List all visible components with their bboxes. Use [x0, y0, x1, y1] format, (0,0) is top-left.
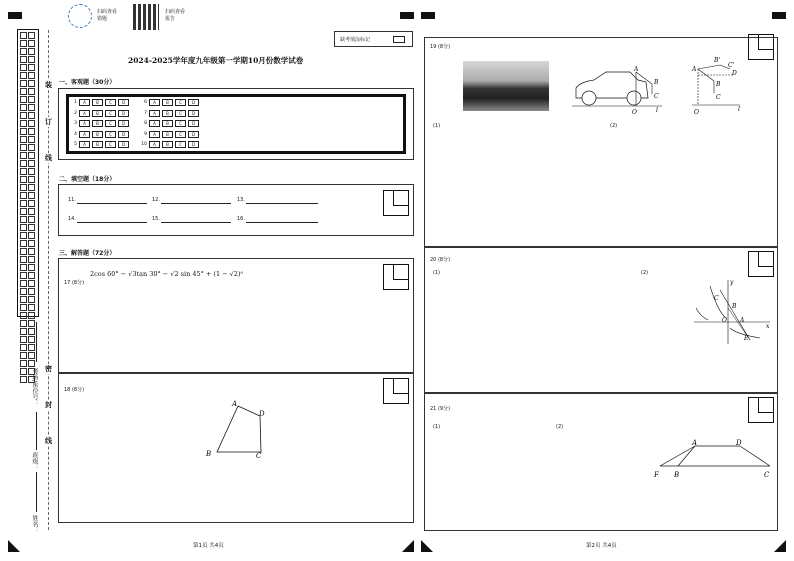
mc-question-number: 6 — [144, 100, 147, 105]
mc-question-number: 10 — [141, 142, 147, 147]
q20-part1: (1) — [433, 270, 441, 276]
corner-triangle — [8, 540, 20, 552]
mc-option-bubble[interactable]: B — [162, 120, 173, 127]
q20-label-C: C — [714, 295, 719, 302]
mc-option-bubble[interactable]: B — [162, 131, 173, 138]
mc-option-bubble[interactable]: C — [105, 131, 116, 138]
fill-answer-12[interactable] — [161, 203, 231, 204]
q20-label-O: O — [722, 317, 727, 324]
q19-part1: (1) — [433, 123, 441, 129]
mc-option-bubble[interactable]: D — [118, 120, 129, 127]
section-mc-heading: 一、客观题（30分） — [59, 79, 116, 86]
mc-row — [70, 120, 131, 127]
mc-option-bubble[interactable]: C — [175, 131, 186, 138]
score-box-q18 — [383, 378, 409, 404]
name-line[interactable] — [36, 472, 37, 512]
q19-car-label-l: l — [656, 107, 658, 114]
footer-left: 第1页 共4页 — [193, 543, 224, 549]
mc-option-bubble[interactable]: A — [149, 110, 160, 117]
mc-question-number: 8 — [144, 121, 147, 126]
logo-icon — [68, 4, 92, 28]
mc-question-number: 2 — [74, 110, 77, 116]
q17-label: 17 (8分) — [64, 280, 85, 286]
score-box-q17 — [383, 264, 409, 290]
q19r-label-l: l — [738, 106, 740, 113]
mc-option-bubble[interactable]: D — [118, 110, 129, 117]
mc-row — [140, 110, 201, 117]
mc-option-bubble[interactable]: B — [162, 110, 173, 117]
q19-label: 19 (8分) — [430, 44, 451, 50]
mc-question-number: 4 — [74, 131, 77, 137]
q21-figure — [650, 436, 775, 481]
fill-box — [58, 184, 414, 236]
mc-option-bubble[interactable]: C — [175, 110, 186, 117]
mc-option-bubble[interactable]: A — [79, 131, 90, 138]
mc-row — [70, 110, 131, 117]
score-box-fill — [383, 190, 409, 216]
mc-option-bubble[interactable]: A — [79, 120, 90, 127]
q21-label-C: C — [764, 471, 770, 479]
score-box-q19 — [748, 34, 774, 60]
q19-right-figure — [690, 55, 746, 117]
mc-option-bubble[interactable]: D — [118, 141, 129, 148]
name-label: 姓名： — [31, 515, 38, 533]
q20-label-y: y — [730, 279, 734, 286]
mc-option-bubble[interactable]: B — [92, 120, 103, 127]
corner-triangle — [402, 540, 414, 552]
corner-mark — [772, 12, 786, 19]
q19r-label-C: C — [716, 94, 721, 101]
mc-row — [70, 141, 131, 148]
score-box-q20 — [748, 251, 774, 277]
mc-option-bubble[interactable]: B — [92, 110, 103, 117]
corner-mark — [8, 12, 22, 19]
q18-label-C: C — [256, 452, 262, 460]
mc-option-bubble[interactable]: C — [175, 99, 186, 106]
q21-label-A: A — [692, 439, 698, 447]
q19-car-label-B: B — [654, 79, 659, 86]
mc-option-bubble[interactable]: B — [92, 99, 103, 106]
q20-figure — [690, 278, 775, 348]
q21-label: 21 (9分) — [430, 406, 451, 412]
q19-car-label-O: O — [632, 109, 637, 116]
mc-option-bubble[interactable]: B — [162, 141, 173, 148]
class-label: 班级： — [31, 452, 38, 470]
q20-part2: (2) — [641, 270, 649, 276]
q21-part1: (1) — [433, 424, 441, 430]
q19-photo — [463, 61, 549, 111]
q19r-label-C1: C' — [728, 62, 735, 69]
mc-option-bubble[interactable]: C — [105, 110, 116, 117]
q21-label-F: F — [654, 471, 659, 479]
mc-option-bubble[interactable]: C — [175, 120, 186, 127]
q18-figure — [200, 398, 275, 460]
binding-dashed-line — [48, 30, 49, 530]
class-line[interactable] — [36, 412, 37, 450]
mc-option-bubble[interactable]: A — [149, 120, 160, 127]
binding-char-mi: 密 — [45, 364, 52, 373]
mc-option-bubble[interactable]: C — [105, 99, 116, 106]
q18-label-D: D — [259, 410, 265, 418]
mc-row — [70, 131, 131, 138]
mc-option-bubble[interactable]: B — [92, 131, 103, 138]
fill-number-13: 13. — [237, 197, 245, 203]
exam-number-line[interactable] — [36, 322, 37, 362]
binding-char-xian: 线 — [45, 153, 52, 162]
footer-right: 第2页 共4页 — [586, 543, 617, 549]
mc-option-bubble[interactable]: D — [188, 141, 199, 148]
q19-part2: (2) — [610, 123, 618, 129]
q18-label: 18 (8分) — [64, 387, 85, 393]
mc-question-number: 5 — [74, 142, 77, 147]
corner-mark — [400, 12, 414, 19]
fill-number-15: 15. — [152, 216, 160, 222]
fill-answer-13[interactable] — [246, 203, 318, 204]
mc-option-bubble[interactable]: D — [118, 131, 129, 138]
qr-code-icon — [133, 4, 159, 30]
q21-part2: (2) — [556, 424, 564, 430]
mc-option-bubble[interactable]: A — [149, 131, 160, 138]
mc-option-bubble[interactable]: C — [105, 120, 116, 127]
absent-checkbox[interactable] — [393, 36, 405, 43]
mc-question-number: 7 — [144, 110, 147, 116]
q18-label-A: A — [232, 400, 238, 408]
fill-number-16: 16. — [237, 216, 245, 222]
fill-number-12: 12. — [152, 197, 160, 203]
mc-question-number: 3 — [74, 121, 77, 126]
fill-answer-15[interactable] — [161, 222, 231, 223]
binding-char-zhuang: 装 — [45, 80, 52, 89]
q19-car-label-C: C — [654, 93, 659, 100]
q19-car-label-A: A — [634, 66, 639, 73]
mc-option-bubble[interactable]: A — [79, 110, 90, 117]
fill-answer-11[interactable] — [77, 203, 147, 204]
q20-label-x: x — [766, 323, 770, 330]
q21-label-D: D — [736, 439, 742, 447]
mc-option-bubble[interactable]: B — [92, 141, 103, 148]
section-fill-heading: 二、填空题（18分） — [59, 176, 116, 183]
corner-triangle — [421, 540, 433, 552]
mc-row — [140, 120, 201, 127]
q19r-label-B: B — [716, 81, 721, 88]
q19r-label-B1: B' — [714, 57, 721, 64]
score-box-q21 — [748, 397, 774, 423]
binding-char-feng: 封 — [45, 400, 52, 409]
section-answer-heading: 三、解答题（72分） — [59, 250, 116, 257]
fill-number-14: 14. — [68, 216, 76, 222]
q20-label-A: A — [740, 317, 745, 324]
q19r-label-D: D — [732, 70, 737, 77]
q19-car-figure — [572, 62, 664, 117]
q19r-label-O: O — [694, 109, 699, 116]
scan-label-2: 扫码查看报告 — [165, 9, 186, 22]
page-title: 2024-2025学年度九年级第一学期10月份数学试卷 — [128, 56, 304, 65]
mc-question-number: 1 — [74, 100, 77, 105]
corner-mark — [421, 12, 435, 19]
q21-label-B: B — [674, 471, 680, 479]
binding-char-ding: 订 — [45, 117, 52, 126]
binding-char-xian2: 线 — [45, 436, 52, 445]
mc-option-bubble[interactable]: D — [118, 99, 129, 106]
fill-number-11: 11. — [68, 197, 76, 203]
q19r-label-A: A — [692, 66, 697, 73]
mc-option-bubble[interactable]: D — [188, 99, 199, 106]
mc-option-bubble[interactable]: D — [188, 131, 199, 138]
mc-option-bubble[interactable]: A — [149, 99, 160, 106]
mc-option-bubble[interactable]: D — [188, 110, 199, 117]
mc-row — [140, 99, 201, 106]
q20-label-E: E — [744, 335, 749, 342]
mc-option-bubble[interactable]: C — [105, 141, 116, 148]
q18-label-B: B — [206, 450, 212, 458]
q20-label: 20 (8分) — [430, 257, 451, 263]
corner-triangle — [774, 540, 786, 552]
q20-label-B: B — [732, 303, 737, 310]
mc-row — [140, 131, 201, 138]
absent-label: 缺考填涂标记 — [340, 37, 371, 43]
mc-option-bubble[interactable]: D — [188, 120, 199, 127]
mc-option-bubble[interactable]: A — [79, 99, 90, 106]
mc-option-bubble[interactable]: A — [149, 141, 160, 148]
mc-row — [70, 99, 131, 106]
exam-number-label: 考场/座位号： — [31, 368, 38, 407]
fill-answer-14[interactable] — [77, 222, 147, 223]
mc-row — [140, 141, 201, 148]
mc-option-bubble[interactable]: B — [162, 99, 173, 106]
mc-option-bubble[interactable]: C — [175, 141, 186, 148]
mc-option-bubble[interactable]: A — [79, 141, 90, 148]
fill-answer-16[interactable] — [246, 222, 318, 223]
mc-question-number: 9 — [144, 131, 147, 137]
scan-label-1: 扫码查看错题 — [97, 9, 118, 22]
q17-formula: 2cos 60° − √3tan 30° − √2 sin 45° + (1 − √2)⁰ — [90, 270, 244, 278]
student-id-grid — [17, 29, 39, 317]
